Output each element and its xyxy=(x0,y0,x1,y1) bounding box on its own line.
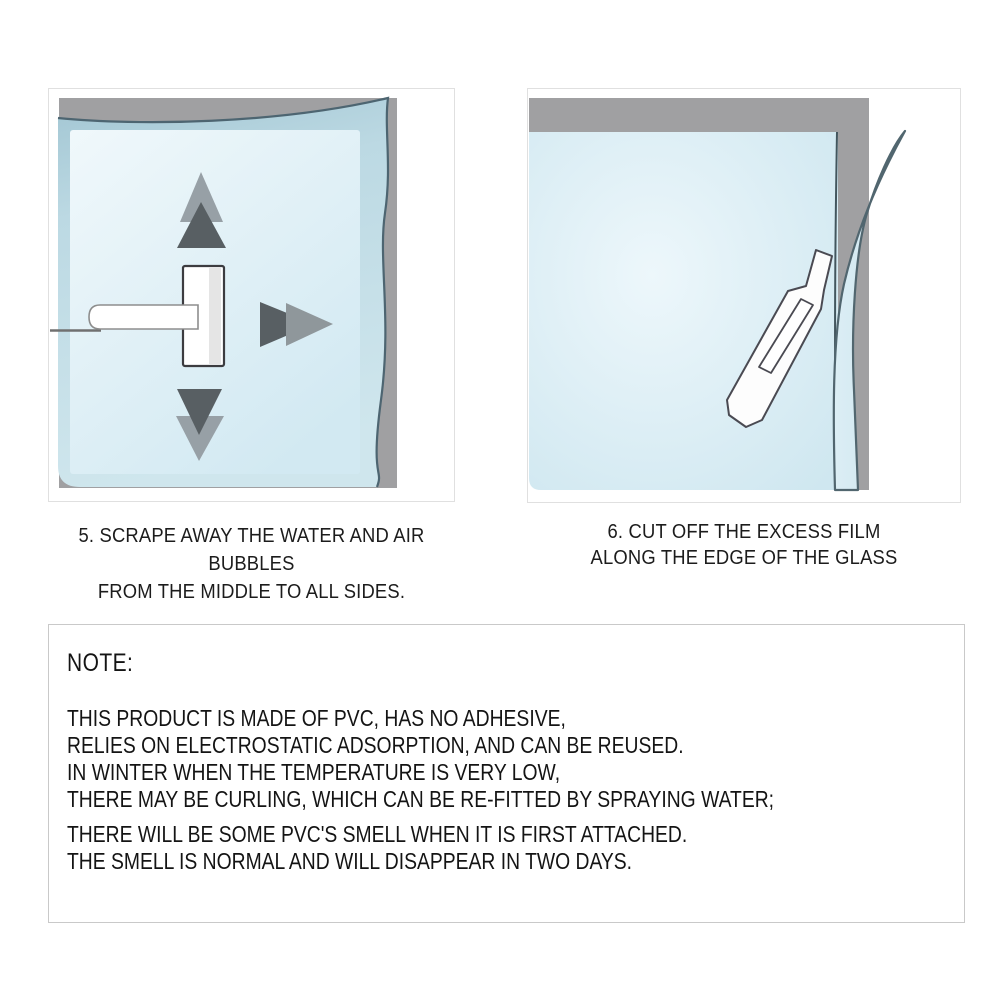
note-paragraph-1 xyxy=(67,705,774,813)
step6-illustration xyxy=(527,88,961,503)
step6-caption-line2: ALONG THE EDGE OF THE GLASS xyxy=(590,547,898,569)
note-line: THIS PRODUCT IS MADE OF PVC, HAS NO ADHESIVE, xyxy=(67,705,566,731)
step5-caption-line2: FROM THE MIDDLE TO ALL SIDES. xyxy=(97,581,406,603)
step5-caption xyxy=(64,522,438,606)
note-line: THE SMELL IS NORMAL AND WILL DISAPPEAR IN TWO DAYS. xyxy=(67,848,633,874)
step6-caption xyxy=(544,519,943,571)
step5-illustration xyxy=(48,88,455,502)
step6-caption-line1: 6. CUT OFF THE EXCESS FILM xyxy=(607,521,881,543)
step5-caption-line1: 5. SCRAPE AWAY THE WATER AND AIR BUBBLES xyxy=(78,525,425,575)
note-paragraph-2 xyxy=(67,821,687,875)
note-title: NOTE: xyxy=(67,649,134,677)
note-line: IN WINTER WHEN THE TEMPERATURE IS VERY LOW, xyxy=(67,759,561,785)
note-line: THERE WILL BE SOME PVC'S SMELL WHEN IT IS FIRST ATTACHED. xyxy=(67,821,688,847)
note-box xyxy=(48,624,965,923)
note-line: THERE MAY BE CURLING, WHICH CAN BE RE-FITTED BY SPRAYING WATER; xyxy=(67,786,775,812)
note-line: RELIES ON ELECTROSTATIC ADSORPTION, AND CAN BE REUSED. xyxy=(67,732,684,758)
